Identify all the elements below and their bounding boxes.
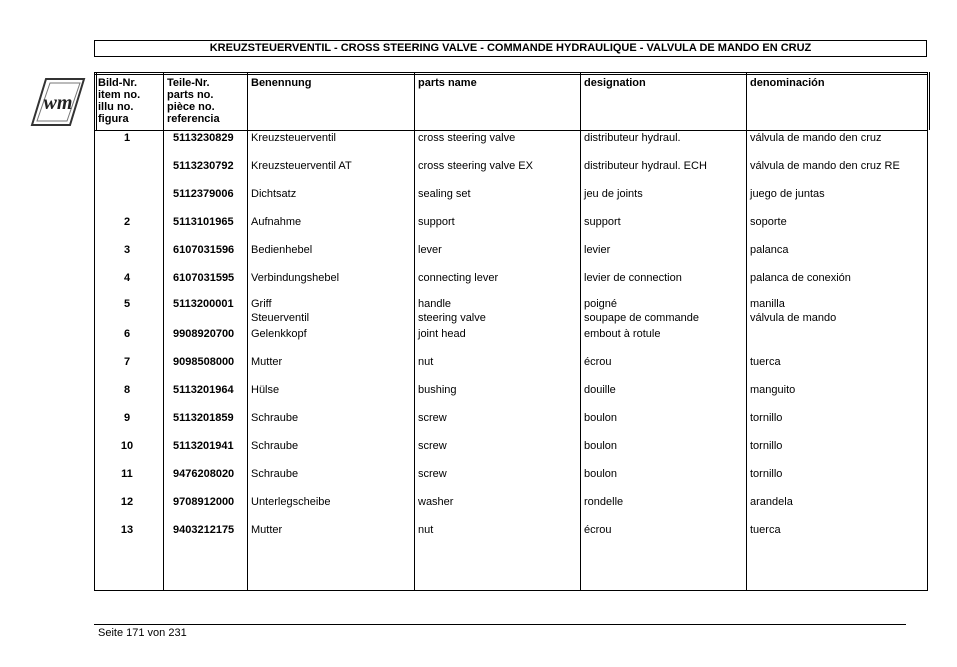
name-de: Schraube	[251, 467, 299, 480]
header-designation: designation	[584, 77, 646, 89]
name-en: cross steering valve	[418, 132, 516, 144]
part-number: 9403212175	[173, 523, 235, 536]
name-de: Gelenkkopf	[251, 328, 307, 341]
part-number: 9476208020	[173, 467, 235, 480]
name-de: Schraube	[251, 412, 299, 424]
part-number: 5112379006	[173, 187, 234, 200]
column-divider	[746, 72, 747, 591]
row-divider	[94, 72, 928, 73]
name-de: Dichtsatz	[251, 187, 297, 200]
header-teile	[167, 77, 220, 125]
part-number: 5113230792	[173, 159, 234, 172]
item-number: 3	[123, 243, 131, 256]
name-de: Kreuzsteuerventil AT	[251, 159, 352, 172]
name-fr: support	[584, 215, 621, 228]
name-fr: soupape de commande	[584, 312, 699, 325]
part-number: 9098508000	[173, 356, 235, 369]
item-number: 13	[120, 523, 134, 536]
name-en: connecting lever	[418, 271, 499, 284]
item-number: 7	[123, 356, 131, 369]
name-en: nut	[418, 523, 434, 536]
name-es: tuerca	[750, 356, 781, 369]
page-title: KREUZSTEUERVENTIL - CROSS STEERING VALVE - COMMANDE HYDRAULIQUE - VALVULA DE MANDO EN CRUZ	[94, 40, 927, 57]
header-bild	[98, 77, 140, 125]
part-number: 6107031595	[173, 271, 235, 284]
wm-logo	[30, 77, 86, 127]
column-divider	[96, 72, 97, 130]
part-number: 5113201941	[173, 439, 234, 452]
column-divider	[927, 72, 928, 591]
part-number: 5113200001	[173, 298, 234, 311]
name-fr: boulon	[584, 412, 618, 424]
name-de: Kreuzsteuerventil	[251, 132, 336, 144]
name-es: válvula de mando den cruz RE	[750, 159, 900, 172]
name-de: Schraube	[251, 439, 299, 452]
item-number: 4	[123, 271, 131, 284]
column-divider	[247, 72, 248, 591]
name-en: screw	[418, 467, 447, 480]
name-fr: écrou	[584, 523, 612, 536]
name-fr: embout à rotule	[584, 328, 661, 341]
item-number: 10	[120, 439, 134, 452]
header-line: Teile-Nr.	[167, 77, 210, 89]
name-en: bushing	[418, 384, 457, 397]
name-fr: jeu de joints	[584, 187, 643, 200]
item-number: 6	[123, 328, 131, 341]
name-es: tornillo	[750, 467, 783, 480]
name-es: manguito	[750, 384, 796, 397]
item-number: 2	[123, 215, 131, 228]
name-en: steering valve	[418, 312, 486, 325]
column-divider	[163, 72, 164, 591]
part-number: 6107031596	[173, 243, 235, 256]
part-number: 9708912000	[173, 495, 235, 508]
header-line: pièce no.	[167, 101, 215, 113]
header-line: item no.	[98, 89, 141, 101]
name-de: Bedienhebel	[251, 243, 313, 256]
column-divider	[414, 72, 415, 591]
header-denominacion: denominación	[750, 77, 825, 89]
name-de: Griff	[251, 298, 272, 311]
name-de: Steuerventil	[251, 312, 310, 325]
name-fr: distributeur hydraul.	[584, 132, 681, 144]
name-es: palanca	[750, 243, 789, 256]
name-es: tuerca	[750, 523, 781, 536]
part-number: 9908920700	[173, 328, 235, 341]
column-divider	[929, 72, 930, 130]
name-de: Aufnahme	[251, 215, 302, 228]
column-divider	[580, 72, 581, 591]
name-de: Unterlegscheibe	[251, 495, 331, 508]
name-es: tornillo	[750, 412, 783, 424]
name-en: handle	[418, 298, 452, 311]
part-number: 5113230829	[173, 132, 234, 144]
name-en: support	[418, 215, 455, 228]
item-number: 9	[123, 412, 131, 424]
name-es: palanca de conexión	[750, 271, 851, 284]
part-number: 5113101965	[173, 215, 234, 228]
part-number: 5113201964	[173, 384, 234, 397]
name-fr: boulon	[584, 467, 618, 480]
row-divider	[94, 74, 928, 75]
name-en: washer	[418, 495, 454, 508]
item-number: 12	[120, 495, 134, 508]
name-es: arandela	[750, 495, 793, 508]
svg-text:wm: wm	[43, 92, 73, 114]
name-en: nut	[418, 356, 434, 369]
name-es: soporte	[750, 215, 787, 228]
header-line: referencia	[167, 113, 220, 125]
item-number: 1	[123, 132, 131, 144]
name-fr: levier de connection	[584, 271, 682, 284]
name-fr: boulon	[584, 439, 618, 452]
footer-divider	[94, 624, 906, 625]
name-es: válvula de mando	[750, 312, 837, 325]
row-divider	[94, 590, 928, 591]
header-line: Bild-Nr.	[98, 77, 138, 89]
name-de: Mutter	[251, 356, 283, 369]
name-en: screw	[418, 412, 447, 424]
header-line: illu no.	[98, 101, 134, 113]
name-en: screw	[418, 439, 447, 452]
parts-table	[94, 72, 930, 591]
name-en: lever	[418, 243, 442, 256]
header-benennung: Benennung	[251, 77, 312, 89]
header-line: figura	[98, 113, 129, 125]
item-number: 8	[123, 384, 131, 397]
header-line: parts no.	[167, 89, 214, 101]
name-en: sealing set	[418, 187, 471, 200]
name-de: Hülse	[251, 384, 280, 397]
name-fr: distributeur hydraul. ECH	[584, 159, 707, 172]
part-number: 5113201859	[173, 412, 234, 424]
item-number: 5	[123, 298, 131, 311]
name-fr: poigné	[584, 298, 618, 311]
name-en: cross steering valve EX	[418, 159, 533, 172]
name-es: tornillo	[750, 439, 783, 452]
name-fr: rondelle	[584, 495, 624, 508]
name-de: Mutter	[251, 523, 283, 536]
name-en: joint head	[418, 328, 466, 341]
name-de: Verbindungshebel	[251, 271, 340, 284]
name-es: manilla	[750, 298, 785, 311]
item-number: 11	[121, 467, 133, 480]
name-fr: douille	[584, 384, 616, 397]
name-es: juego de juntas	[750, 187, 825, 200]
name-fr: écrou	[584, 356, 612, 369]
header-parts-name: parts name	[418, 77, 477, 89]
page-footer: Seite 171 von 231	[98, 627, 187, 639]
name-fr: levier	[584, 243, 611, 256]
name-es: válvula de mando den cruz	[750, 132, 882, 144]
